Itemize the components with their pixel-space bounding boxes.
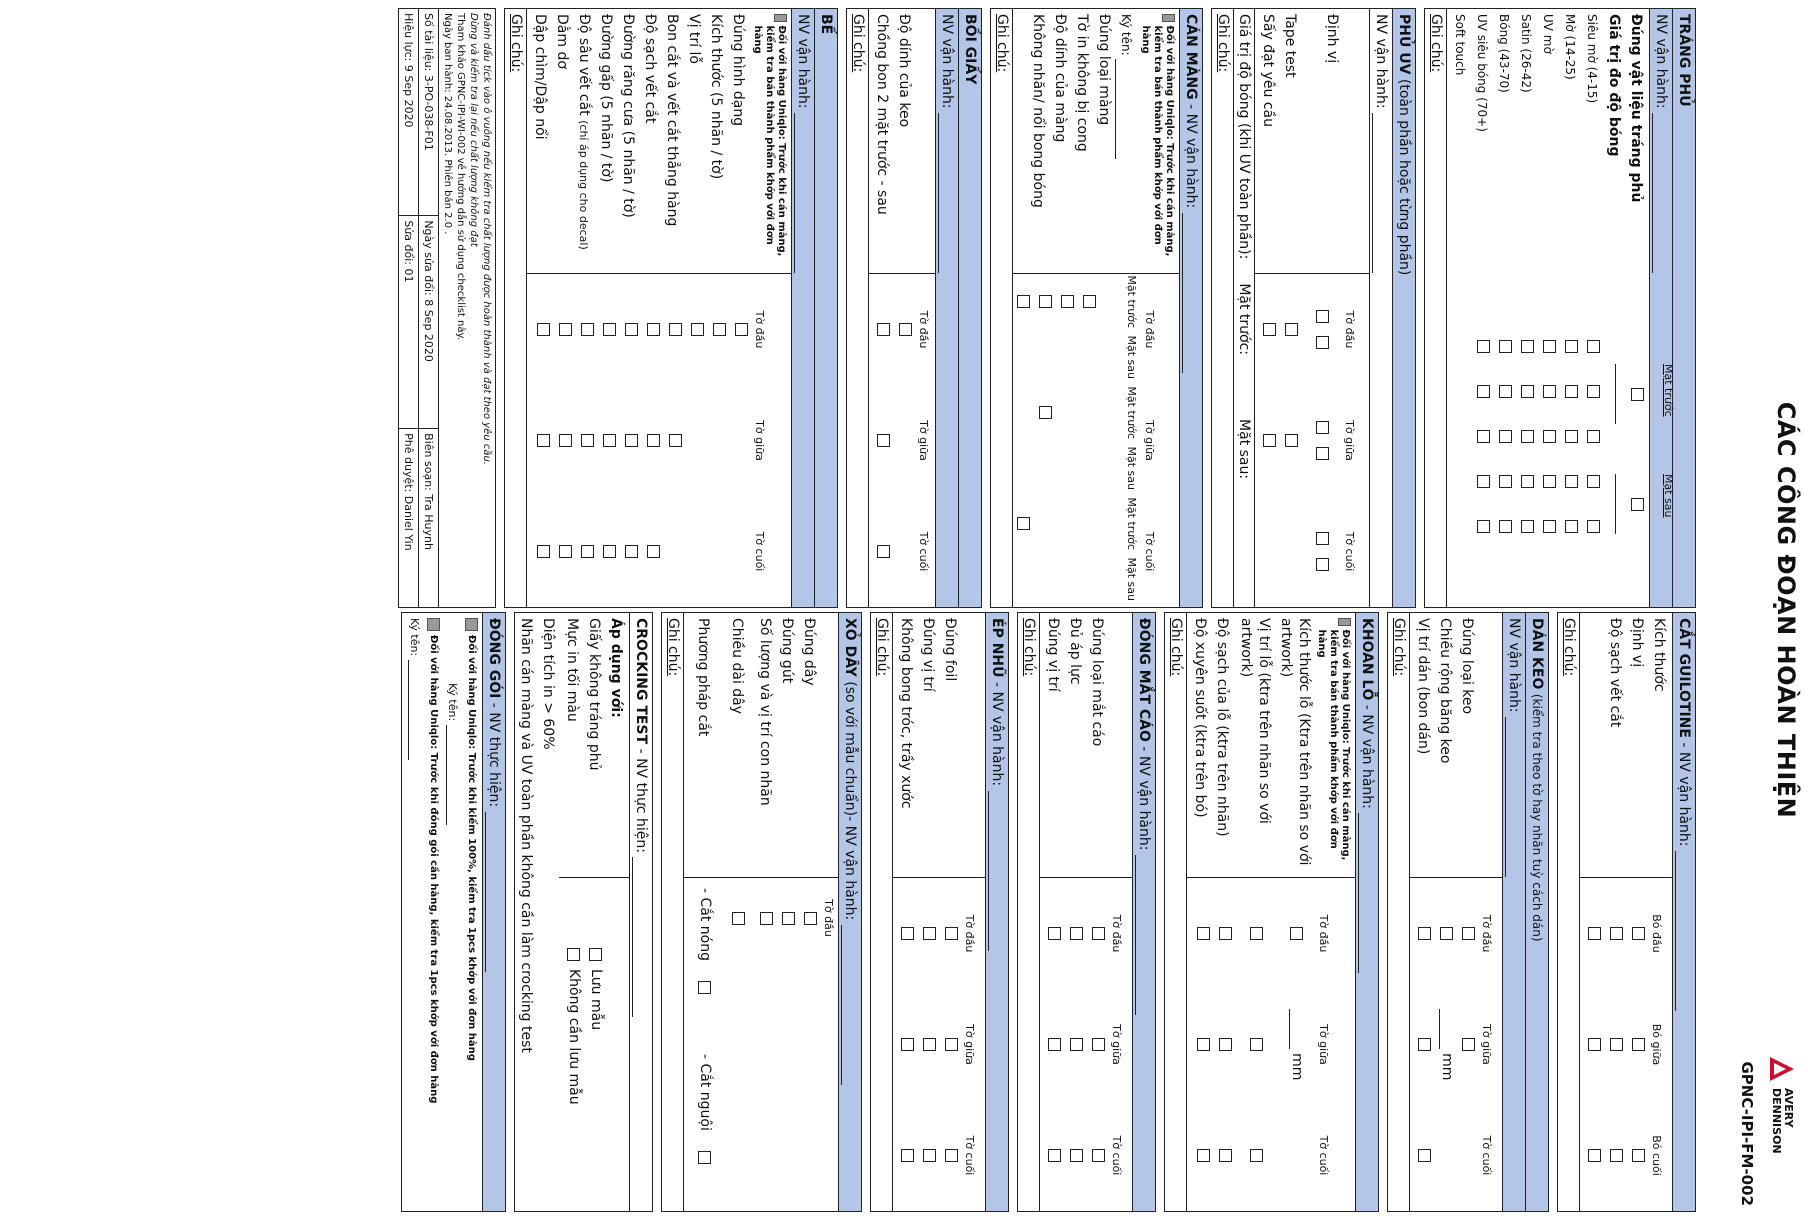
- section-header: CROCKING TEST - NV thực hiện:: [629, 613, 652, 1211]
- checkbox[interactable]: [1049, 1149, 1062, 1162]
- checkbox[interactable]: [1317, 558, 1330, 571]
- note-field[interactable]: Ghi chú:: [1212, 9, 1234, 607]
- section-xo-day: [661, 612, 862, 1212]
- checkbox[interactable]: [1198, 1149, 1211, 1162]
- checkbox[interactable]: [604, 323, 617, 336]
- list-item: Độ xuyên suốt (ktra trên bó): [1192, 618, 1208, 818]
- checkbox[interactable]: [946, 1149, 959, 1162]
- crocking-note: Nhãn cán màng và UV toàn phần không cần làm crocking test: [518, 618, 534, 1053]
- section-crocking-test: [514, 612, 653, 1212]
- list-item: Không nhăn/ nổi bong bóng: [1030, 14, 1046, 208]
- operator-field[interactable]: NV vận hành:: [935, 9, 958, 607]
- hot-cut-checkbox[interactable]: [699, 981, 712, 994]
- checkbox[interactable]: [465, 618, 478, 631]
- col-middle-bundle: Bó giữa: [1650, 1023, 1663, 1066]
- checkbox[interactable]: [1566, 430, 1579, 443]
- checkbox[interactable]: [538, 434, 551, 447]
- checkbox[interactable]: [714, 323, 727, 336]
- checkbox[interactable]: [1500, 430, 1513, 443]
- page-title: CÁC CÔNG ĐOẠN HOÀN THIỆN: [1772, 401, 1800, 819]
- checkbox[interactable]: [1632, 498, 1645, 511]
- hot-cut-label: - Cắt nóng: [697, 888, 713, 961]
- list-item: Đường gấp (5 nhãn / tờ): [598, 14, 614, 183]
- checkbox[interactable]: [1291, 927, 1304, 940]
- list-item: Chồng bon 2 mặt trước - sau: [874, 14, 890, 215]
- list-item: Đúng hình dạng: [730, 14, 746, 127]
- footer-table: [398, 8, 439, 608]
- col-middle: Tờ giữa: [1110, 1024, 1123, 1065]
- section-header: ĐÓNG GÓI - NV thực hiện:: [482, 613, 505, 1211]
- checkbox[interactable]: [1522, 340, 1535, 353]
- footer-notes: [439, 8, 496, 608]
- checkbox[interactable]: [1544, 385, 1557, 398]
- col-first-bundle: Bó đầu: [1650, 914, 1663, 953]
- col-first: Tờ đầu: [753, 310, 766, 349]
- col-middle: Tờ giữa: [1343, 420, 1356, 461]
- section-khoan-lo: [1164, 612, 1379, 1212]
- checkbox[interactable]: [1500, 340, 1513, 353]
- col-middle: Tờ giữa: [963, 1024, 976, 1065]
- section-header: TRÁNG PHỦ: [1672, 9, 1695, 607]
- checkbox[interactable]: [560, 545, 573, 558]
- checkbox[interactable]: [805, 912, 818, 925]
- checkbox[interactable]: [1544, 475, 1557, 488]
- section-header: PHỦ UV (toàn phần hoặc từng phần): [1392, 9, 1415, 607]
- checkbox[interactable]: [1611, 1149, 1624, 1162]
- list-item: Dằm dơ: [554, 14, 570, 69]
- checkbox[interactable]: [648, 323, 661, 336]
- checkbox[interactable]: [1049, 1038, 1062, 1051]
- checkbox[interactable]: [1317, 532, 1330, 545]
- sub-front: Mặt trước: [1125, 275, 1138, 329]
- checkbox[interactable]: [1071, 927, 1084, 940]
- back-label: Mặt sau: [1662, 474, 1675, 518]
- list-item: Satin (26-42): [1519, 14, 1533, 93]
- checkbox[interactable]: [1198, 1038, 1211, 1051]
- checkbox[interactable]: [1522, 475, 1535, 488]
- list-item: Vị trí lỗ (ktra trên nhãn so với artwork): [1238, 618, 1272, 824]
- col-first: Tờ đầu: [1343, 310, 1356, 349]
- list-item: Dập chìm/Dập nổi: [532, 14, 548, 140]
- checkbox[interactable]: [1500, 475, 1513, 488]
- uniqlo-check[interactable]: Đối với hàng Uniqlo: Trước khi cán màng, kiểm tra bán thành phẩm khớp với đơn hàng: [1137, 14, 1177, 268]
- list-item: Tape test: [1282, 14, 1298, 78]
- checkbox[interactable]: [582, 323, 595, 336]
- section-can-mang: [990, 8, 1203, 608]
- checkbox[interactable]: [1566, 475, 1579, 488]
- checkbox[interactable]: [560, 323, 573, 336]
- list-item: Đúng loại màng: [1096, 14, 1112, 126]
- col-last: Tờ cuối: [963, 1135, 976, 1176]
- footer-line: Tham khảo GPNC-IPI-WI-002 về hướng dẫn sử dụng checklist này.: [455, 13, 466, 341]
- checkbox[interactable]: [1162, 14, 1175, 22]
- col-middle: Tờ giữa: [1143, 420, 1156, 461]
- list-item: Bon cắt và vết cắt thẳng hàng: [664, 14, 680, 227]
- hole-mm-field[interactable]: mm: [1289, 989, 1305, 1100]
- revision: Sửa đổi: 01: [399, 216, 419, 429]
- cold-cut-checkbox[interactable]: [699, 1151, 712, 1164]
- checkbox[interactable]: [1588, 520, 1601, 533]
- checkbox[interactable]: [1018, 295, 1031, 308]
- checkbox[interactable]: [1544, 430, 1557, 443]
- list-item: Kích thước (5 nhãn / tờ): [708, 14, 724, 180]
- note-field[interactable]: Ghi chú:: [1558, 613, 1580, 1211]
- section-boi-giay: [846, 8, 982, 608]
- note-field[interactable]: Ghi chú:: [991, 9, 1013, 607]
- checkbox[interactable]: [1589, 1038, 1602, 1051]
- keep-sample-label: Lưu mẫu: [588, 969, 604, 1031]
- section-dong-goi: [401, 612, 506, 1212]
- col-middle: Tờ giữa: [1480, 1024, 1493, 1065]
- checkbox[interactable]: [626, 323, 639, 336]
- apply-label: Áp dụng với:: [608, 618, 624, 718]
- col-last: Tờ cuối: [1110, 1135, 1123, 1176]
- checkbox[interactable]: [1251, 1149, 1264, 1162]
- col-middle: Tờ giữa: [1317, 1024, 1330, 1065]
- list-item: Độ sâu vết cắt (chỉ áp dụng cho decal): [576, 14, 592, 250]
- checkbox[interactable]: [1198, 927, 1211, 940]
- list-item: Đủ áp lực: [1067, 618, 1083, 685]
- checkbox[interactable]: [902, 927, 915, 940]
- list-item: Đúng vị trí: [1045, 618, 1061, 692]
- checkbox[interactable]: [1566, 520, 1579, 533]
- checkbox[interactable]: [1317, 447, 1330, 460]
- checkbox[interactable]: [1588, 340, 1601, 353]
- section-be: [504, 8, 838, 608]
- list-item: UV siêu bóng (70+): [1475, 14, 1489, 132]
- col-middle: Tờ giữa: [753, 420, 766, 461]
- checkbox[interactable]: [1317, 421, 1330, 434]
- checkbox[interactable]: [648, 434, 661, 447]
- checkbox[interactable]: [878, 545, 891, 558]
- signature-field[interactable]: Ký tên:: [402, 613, 423, 1211]
- checkbox[interactable]: [1478, 385, 1491, 398]
- note-field[interactable]: Ghi chú:: [871, 613, 893, 1211]
- checkbox[interactable]: [1251, 927, 1264, 940]
- checkbox[interactable]: [1544, 520, 1557, 533]
- col-first: Tờ đầu: [1143, 310, 1156, 349]
- note-field[interactable]: Ghi chú:: [1165, 613, 1187, 1211]
- col-last: Tờ cuối: [1480, 1135, 1493, 1176]
- sub-back: Mặt sau: [1125, 557, 1138, 601]
- list-item: Mực in tối màu: [564, 618, 580, 722]
- checkbox[interactable]: [670, 434, 683, 447]
- revised-date: Ngày sửa đổi: 8 Sep 2020: [419, 216, 439, 429]
- right-column: [393, 612, 1696, 1212]
- checkbox[interactable]: [1264, 434, 1277, 447]
- no-keep-sample-checkbox[interactable]: [568, 948, 581, 961]
- checkbox[interactable]: [538, 323, 551, 336]
- checkbox[interactable]: [1441, 927, 1454, 940]
- list-item: Định vị: [1629, 618, 1645, 668]
- checkbox[interactable]: [1500, 520, 1513, 533]
- section-header: DÁN KEO (kiểm tra theo tờ hay nhãn tuỳ cách dán): [1525, 613, 1548, 1211]
- checkbox[interactable]: [626, 434, 639, 447]
- note-field[interactable]: Ghi chú:: [662, 613, 684, 1211]
- col-last-bundle: Bó cuối: [1650, 1135, 1663, 1176]
- note-field[interactable]: Ghi chú:: [1425, 9, 1447, 607]
- checkbox[interactable]: [1478, 340, 1491, 353]
- list-item: Đúng loại mắt cáo: [1089, 618, 1105, 747]
- checkbox[interactable]: [1040, 406, 1053, 419]
- sub-front: Mặt trước: [1125, 497, 1138, 551]
- checkbox[interactable]: [1220, 1149, 1233, 1162]
- form-code: GPNC-IPI-FM-002: [1738, 1061, 1756, 1206]
- list-item: UV mờ: [1541, 14, 1555, 54]
- checkbox[interactable]: [774, 14, 787, 22]
- checkbox[interactable]: [1049, 927, 1062, 940]
- list-item: Mờ (14-25): [1563, 14, 1577, 80]
- checkbox[interactable]: [924, 927, 937, 940]
- checkbox[interactable]: [1589, 1149, 1602, 1162]
- list-item: Đúng loại keo: [1459, 618, 1475, 715]
- checkbox[interactable]: [1478, 520, 1491, 533]
- checkbox[interactable]: [1317, 310, 1330, 323]
- checkbox[interactable]: [1040, 295, 1053, 308]
- list-item: Chiều rộng băng keo: [1437, 618, 1453, 764]
- checkbox[interactable]: [902, 1038, 915, 1051]
- checkbox[interactable]: [1478, 430, 1491, 443]
- checkbox[interactable]: [427, 618, 440, 631]
- checkbox[interactable]: [1084, 295, 1097, 308]
- sub-back: Mặt sau: [1125, 335, 1138, 379]
- checkbox[interactable]: [1093, 927, 1106, 940]
- checkbox[interactable]: [1071, 1149, 1084, 1162]
- list-item: Định vị: [1324, 14, 1340, 64]
- checkbox[interactable]: [648, 545, 661, 558]
- checkbox[interactable]: [1419, 1038, 1432, 1051]
- checkbox[interactable]: [604, 434, 617, 447]
- checkbox[interactable]: [736, 323, 749, 336]
- section-trang-phu: [1424, 8, 1696, 608]
- list-item: Sấy đạt yêu cầu: [1260, 14, 1276, 127]
- col-first: Tờ đầu: [1110, 914, 1123, 953]
- effective-date: Hiệu lực: 9 Sep 2020: [399, 9, 419, 216]
- checkbox[interactable]: [1220, 1038, 1233, 1051]
- checkbox[interactable]: [1544, 340, 1557, 353]
- checkbox[interactable]: [670, 323, 683, 336]
- section-header: KHOAN LỖ - NV vận hành:: [1355, 613, 1378, 1211]
- checkbox[interactable]: [1611, 1038, 1624, 1051]
- checkbox[interactable]: [761, 912, 774, 925]
- checkbox[interactable]: [900, 323, 913, 336]
- operator-field[interactable]: NV vận hành:: [1649, 9, 1672, 607]
- checkbox[interactable]: [1286, 434, 1299, 447]
- list-item: Đúng vị trí: [920, 618, 936, 692]
- checkbox[interactable]: [1588, 385, 1601, 398]
- checkbox[interactable]: [878, 434, 891, 447]
- checkbox[interactable]: [1093, 1038, 1106, 1051]
- section-header: CÁN MÀNG - NV vận hành:: [1179, 9, 1202, 607]
- section-header: ÉP NHŨ - NV vận hành:: [985, 613, 1008, 1211]
- checkbox[interactable]: [1588, 430, 1601, 443]
- footer-line: Ngày ban hành: 24.08.2013. Phiên bản 2.0 .: [442, 13, 453, 235]
- uniqlo-check[interactable]: Đối với hàng Uniqlo: Trước khi kiểm 100%, kiểm tra 1pcs khớp với đơn hàng: [461, 613, 482, 1211]
- operator-field[interactable]: NV vận hành:: [791, 9, 814, 607]
- checkbox[interactable]: [1633, 1149, 1646, 1162]
- section-header: BỒI GIẤY: [958, 9, 981, 607]
- checkbox[interactable]: [1251, 1038, 1264, 1051]
- width-mm-field[interactable]: mm: [1439, 989, 1455, 1100]
- coating-material-item: Đúng vật liệu tráng phủ: [1628, 14, 1644, 203]
- checkbox[interactable]: [692, 323, 705, 336]
- col-last: Tờ cuối: [1317, 1135, 1330, 1176]
- col-last: Tờ cuối: [1143, 531, 1156, 572]
- sub-front: Mặt trước: [1125, 386, 1138, 440]
- list-item: Không bong tróc, trầy xước: [898, 618, 914, 809]
- list-item: Đúng foil: [942, 618, 958, 682]
- checkbox[interactable]: [1419, 1149, 1432, 1162]
- checkbox[interactable]: [1093, 1149, 1106, 1162]
- col-middle: Tờ giữa: [917, 420, 930, 461]
- footer-line: Dừng và kiểm tra lại nếu chất lượng không đạt: [468, 13, 479, 247]
- col-first: Tờ đầu: [963, 914, 976, 953]
- checkbox[interactable]: [1317, 336, 1330, 349]
- no-keep-sample-label: Không cần lưu mẫu: [566, 969, 582, 1105]
- checkbox[interactable]: [1264, 323, 1277, 336]
- section-ep-nhu: [870, 612, 1009, 1212]
- list-item: Diện tích in > 60%: [540, 618, 556, 750]
- list-item: Độ sạch vết cắt: [1607, 618, 1623, 728]
- checkbox[interactable]: [1338, 618, 1351, 626]
- note-field[interactable]: Ghi chú:: [505, 9, 527, 607]
- gloss-value-item: Giá trị đo độ bóng: [1606, 14, 1622, 157]
- operator-field[interactable]: NV vận hành:: [1502, 613, 1525, 1211]
- list-item: Bóng (43-70): [1497, 14, 1511, 93]
- checkbox[interactable]: [924, 1038, 937, 1051]
- col-first: Tờ đầu: [1480, 914, 1493, 953]
- checkbox[interactable]: [538, 545, 551, 558]
- uniqlo-check[interactable]: Đối với hàng Uniqlo: Trước khi cán màng, kiểm tra bán thành phẩm khớp với đơn hàng: [1313, 618, 1353, 872]
- checkbox[interactable]: [1566, 340, 1579, 353]
- list-item: Độ dính của màng: [1052, 14, 1068, 143]
- checkbox[interactable]: [1566, 385, 1579, 398]
- keep-sample-checkbox[interactable]: [590, 948, 603, 961]
- section-header: ĐÓNG MẮT CÁO - NV vận hành:: [1132, 613, 1155, 1211]
- checkbox[interactable]: [560, 434, 573, 447]
- checkbox[interactable]: [1522, 520, 1535, 533]
- list-item: Số lượng và vị trí con nhãn: [757, 618, 773, 806]
- checkbox[interactable]: [1478, 475, 1491, 488]
- checkbox[interactable]: [1522, 385, 1535, 398]
- list-item: Đúng dây: [801, 618, 817, 686]
- checkbox[interactable]: [582, 434, 595, 447]
- checkbox[interactable]: [783, 912, 796, 925]
- note-field[interactable]: Ghi chú:: [847, 9, 869, 607]
- checkbox[interactable]: [946, 1038, 959, 1051]
- checkbox[interactable]: [1419, 927, 1432, 940]
- gloss-row: Giá trị độ bóng (khi UV toàn phần): Mặt trước: Mặt sau:: [1234, 9, 1255, 607]
- checkbox[interactable]: [946, 927, 959, 940]
- list-item: Kích thước: [1651, 618, 1667, 692]
- checkbox[interactable]: [582, 545, 595, 558]
- checkbox[interactable]: [626, 545, 639, 558]
- section-header: CẮT GUILOTINE - NV vận hành:: [1672, 613, 1695, 1211]
- list-item: Soft touch: [1453, 14, 1467, 76]
- approver: Phê duyệt: Daniel Yin: [399, 429, 419, 608]
- checkbox[interactable]: [1463, 1038, 1476, 1051]
- section-cat-guilotine: [1557, 612, 1696, 1212]
- section-header: BẾ: [814, 9, 837, 607]
- section-phu-uv: [1211, 8, 1416, 608]
- checkbox[interactable]: [1018, 517, 1031, 530]
- sub-back: Mặt sau: [1125, 446, 1138, 490]
- checkbox[interactable]: [1589, 927, 1602, 940]
- checkbox[interactable]: [878, 323, 891, 336]
- col-first: Tờ đầu: [1317, 914, 1330, 953]
- left-column: [398, 8, 1696, 608]
- front-label: Mặt trước: [1662, 364, 1675, 417]
- uniqlo-check[interactable]: Đối với hàng Uniqlo: Trước khi cán màng, kiểm tra bán thành phẩm khớp với đơn hàng: [749, 14, 789, 268]
- section-dan-keo: [1387, 612, 1549, 1212]
- checkbox[interactable]: [1500, 385, 1513, 398]
- col-last: Tờ cuối: [917, 531, 930, 572]
- list-item: Kích thước lỗ (Ktra trên nhãn so với artwork): [1278, 618, 1312, 866]
- list-item: Vị trí dán (bon dán): [1415, 618, 1431, 755]
- list-item: Vị trí lỗ: [686, 14, 702, 64]
- note-field[interactable]: Ghi chú:: [1018, 613, 1040, 1211]
- checkbox[interactable]: [1286, 323, 1299, 336]
- checkbox[interactable]: [924, 1149, 937, 1162]
- list-item: Phương pháp cắt: [695, 618, 711, 737]
- list-item: Độ sạch vết cắt: [642, 14, 658, 124]
- signature-field[interactable]: Ký tên:: [444, 613, 461, 1211]
- list-item: Tờ in không bị cong: [1074, 14, 1090, 152]
- checkbox[interactable]: [1522, 430, 1535, 443]
- checkbox[interactable]: [1611, 927, 1624, 940]
- col-first: Tờ đầu: [917, 310, 930, 349]
- checkbox[interactable]: [1633, 927, 1646, 940]
- checkbox[interactable]: [902, 1149, 915, 1162]
- list-item: Giấy không tráng phủ: [586, 618, 602, 771]
- col-last: Tờ cuối: [753, 531, 766, 572]
- checkbox[interactable]: [1633, 1038, 1646, 1051]
- checkbox[interactable]: [1463, 927, 1476, 940]
- checkbox[interactable]: [1220, 927, 1233, 940]
- checkbox[interactable]: [733, 912, 746, 925]
- logo-text: AVERY DENNISON: [1770, 1088, 1795, 1154]
- list-item: Đường răng cưa (5 nhãn / tờ): [620, 14, 636, 218]
- col-first: Tờ đầu: [822, 899, 835, 937]
- list-item: Độ sạch của lỗ (ktra trên nhãn): [1214, 618, 1230, 837]
- note-field[interactable]: Ghi chú:: [1388, 613, 1410, 1211]
- section-dong-mat-cao: [1017, 612, 1156, 1212]
- checkbox[interactable]: [1071, 1038, 1084, 1051]
- cold-cut-label: - Cắt nguội: [697, 1054, 713, 1131]
- list-item: Đúng gút: [779, 618, 795, 684]
- checkbox[interactable]: [604, 545, 617, 558]
- operator-field[interactable]: NV vận hành:: [1369, 9, 1392, 607]
- list-item: Siêu mờ (4-15): [1585, 14, 1599, 104]
- section-header: XỎ DÂY (so với mẫu chuẩn)- NV vận hành:: [838, 613, 861, 1211]
- footer-line: Đánh dấu tick vào ô vuông nếu kiểm tra chất lượng được hoàn thành và đạt theo yêu cầu.: [481, 13, 492, 465]
- list-item: Độ dính của keo: [896, 14, 912, 128]
- checkbox[interactable]: [1632, 388, 1645, 401]
- list-item: Chiều dài dây: [729, 618, 745, 715]
- signature-field[interactable]: Ký tên:: [1115, 14, 1137, 268]
- col-last: Tờ cuối: [1343, 531, 1356, 572]
- checkbox[interactable]: [1062, 295, 1075, 308]
- author: Biên soạn: Tra Huynh: [419, 429, 439, 608]
- doc-number: Số tài liệu: 3-PO-038-F01: [419, 9, 439, 216]
- uniqlo-check[interactable]: Đối với hàng Uniqlo: Trước khi đóng gói cần hàng, kiểm tra 1pcs khớp với đơn hàng: [423, 613, 444, 1211]
- checkbox[interactable]: [1588, 475, 1601, 488]
